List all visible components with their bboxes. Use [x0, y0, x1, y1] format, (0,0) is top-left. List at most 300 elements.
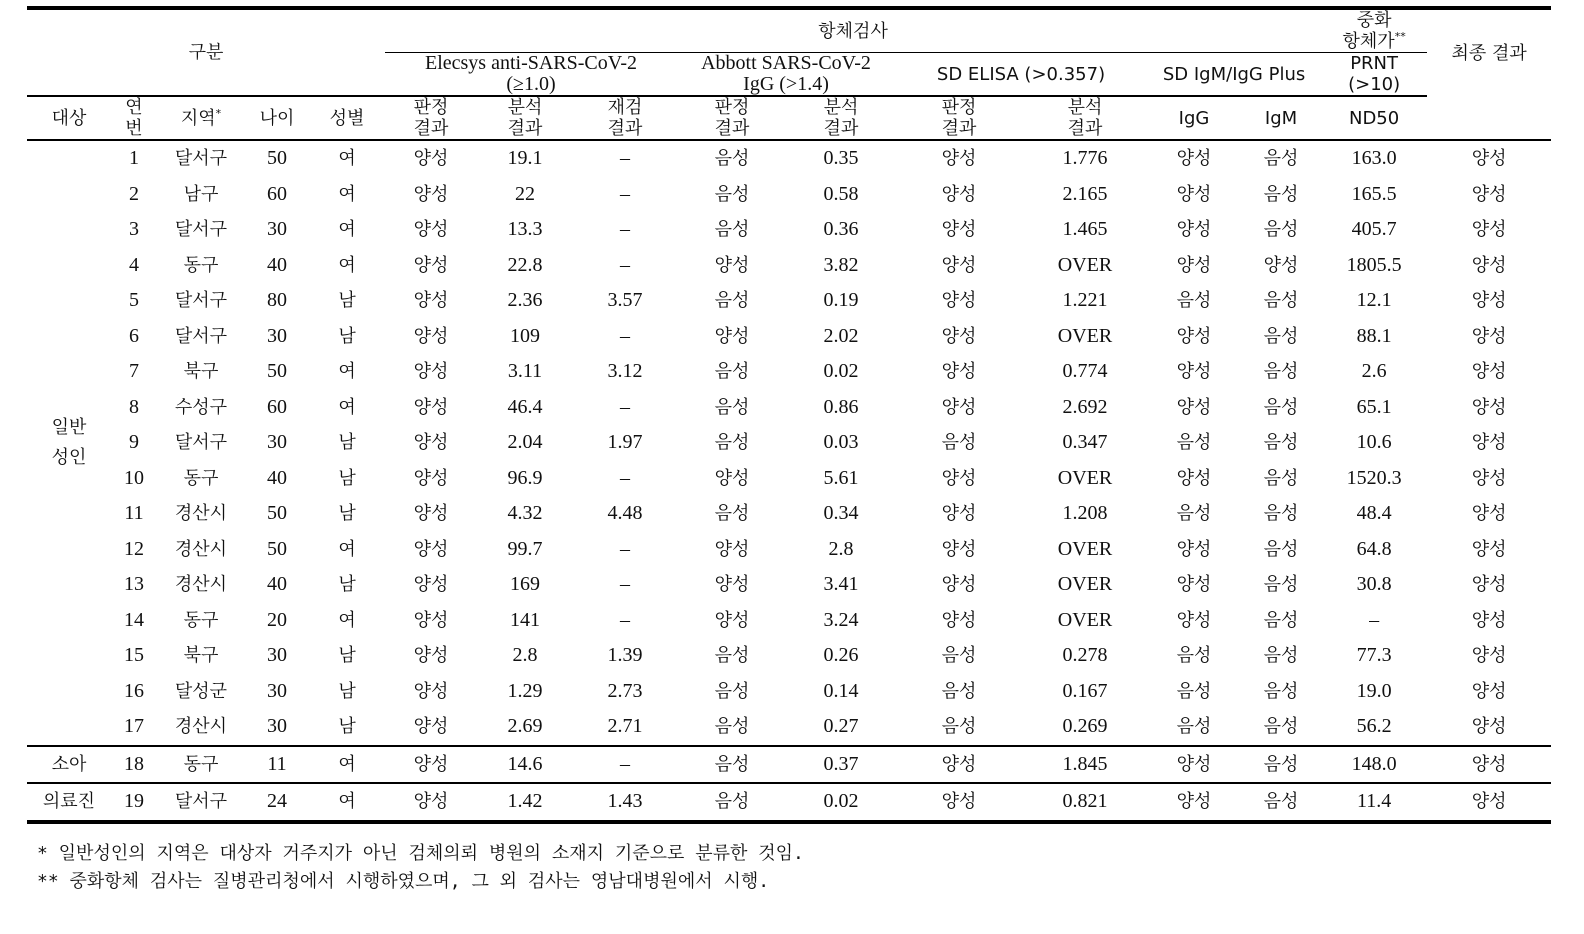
row-elisa-value: 2.165	[1062, 182, 1108, 205]
row-prnt: 65.1	[1356, 395, 1392, 418]
analysis-line2: 결과	[823, 118, 859, 139]
row-no: 15	[124, 644, 144, 667]
row-prnt: 2.6	[1361, 360, 1387, 383]
row-elisa-judge: 양성	[941, 254, 977, 276]
header-final-result: 최종 결과	[1427, 8, 1551, 96]
row-region: 동구	[157, 746, 245, 784]
row-no: 16	[124, 679, 144, 702]
row-sex: 남	[338, 290, 356, 312]
row-region: 경산시	[174, 503, 228, 525]
header-abbott-line1: Abbott SARS-CoV-2	[701, 52, 871, 74]
row-elisa-value: OVER	[1057, 537, 1113, 560]
row-igg: 음성	[1176, 716, 1212, 738]
row-abbott-judge: 음성	[714, 361, 750, 383]
header-abbott-analysis	[787, 96, 895, 140]
row-igg: 음성	[1176, 680, 1212, 702]
row-abbott-value: 2.8	[828, 537, 854, 560]
header-sd-igm-igg: SD IgM/IgG Plus	[1147, 53, 1321, 97]
row-age: 20	[267, 608, 287, 631]
row-elisa-value: 0.347	[1062, 431, 1108, 454]
row-age: 11	[245, 746, 309, 784]
row-sex: 여	[338, 254, 356, 276]
row-prnt: 148.0	[1321, 746, 1427, 784]
row-abbott-value: 0.37	[787, 746, 895, 784]
row-elisa-value: 0.269	[1062, 715, 1108, 738]
row-prnt: 10.6	[1356, 431, 1392, 454]
row-abbott-value: 3.41	[823, 573, 859, 596]
row-abbott-judge: 음성	[714, 290, 750, 312]
table-row	[27, 354, 1551, 390]
row-elecsys-value: 2.04	[507, 431, 543, 454]
row-elisa-value: 1.208	[1062, 502, 1108, 525]
row-region: 동구	[183, 254, 219, 276]
row-no: 5	[129, 289, 139, 312]
row-prnt: 11.4	[1321, 783, 1427, 822]
row-elecsys-value: 2.8	[512, 644, 538, 667]
row-sex: 여	[309, 783, 385, 822]
row-igm: 음성	[1263, 396, 1299, 418]
header-abbott-judge	[677, 96, 787, 140]
row-sex: 여	[338, 219, 356, 241]
row-region: 달서구	[174, 148, 228, 170]
footnote-2: ** 중화항체 검사는 질병관리청에서 시행하였으며, 그 외 검사는 영남대병원에서 시행.	[37, 871, 770, 892]
row-no: 6	[129, 324, 139, 347]
row-igm: 음성	[1263, 574, 1299, 596]
row-final: 양성	[1471, 645, 1507, 667]
row-prnt: 1805.5	[1346, 253, 1402, 276]
row-elecsys-value: 46.4	[507, 395, 543, 418]
row-igm: 음성	[1263, 716, 1299, 738]
row-final: 양성	[1471, 396, 1507, 418]
row-elisa-judge: 양성	[895, 746, 1023, 784]
row-elecsys-judge: 양성	[413, 609, 449, 631]
row-prnt: 165.5	[1351, 182, 1397, 205]
row-abbott-value: 3.24	[823, 608, 859, 631]
row-sex: 여	[309, 746, 385, 784]
row-elisa-judge: 음성	[941, 680, 977, 702]
row-elecsys-value: 3.11	[507, 360, 543, 383]
header-elecsys-judge	[385, 96, 477, 140]
row-elecsys-judge: 양성	[413, 148, 449, 170]
row-igm: 음성	[1263, 645, 1299, 667]
row-no: 19	[111, 783, 157, 822]
judge-line1: 판정	[413, 97, 449, 118]
header-neutralizing	[1321, 8, 1427, 53]
row-region: 경산시	[174, 716, 228, 738]
footnote-1: * 일반성인의 지역은 대상자 거주지가 아닌 검체의뢰 병원의 소재지 기준으로 분류한 것임.	[37, 843, 804, 864]
header-elecsys	[385, 53, 677, 97]
row-no: 10	[124, 466, 144, 489]
row-region: 북구	[183, 361, 219, 383]
header-final-blank	[1427, 96, 1551, 140]
table-row	[27, 140, 1551, 177]
row-elecsys-judge: 양성	[413, 361, 449, 383]
row-igg: 양성	[1176, 325, 1212, 347]
row-region: 수성구	[174, 396, 228, 418]
row-final: 양성	[1471, 467, 1507, 489]
row-abbott-judge: 양성	[714, 325, 750, 347]
row-elecsys-value: 22	[515, 182, 536, 205]
row-igm: 음성	[1263, 290, 1299, 312]
row-prnt: 405.7	[1351, 218, 1397, 241]
row-abbott-judge: 양성	[714, 254, 750, 276]
row-final: 양성	[1471, 361, 1507, 383]
row-no: 18	[111, 746, 157, 784]
row-age: 30	[267, 644, 287, 667]
group-adult-line2: 성인	[51, 446, 87, 468]
row-igm: 음성	[1263, 467, 1299, 489]
header-elecsys-cutoff: (≥1.0)	[506, 73, 556, 95]
header-neutral-line1: 중화	[1356, 10, 1392, 31]
row-abbott-value: 0.02	[823, 360, 859, 383]
row-no: 3	[129, 218, 139, 241]
group-adult-line1: 일반	[51, 416, 87, 438]
row-region: 달서구	[174, 290, 228, 312]
header-nd50: ND50	[1321, 96, 1427, 140]
row-sex: 남	[338, 574, 356, 596]
row-elisa-judge: 음성	[941, 432, 977, 454]
row-elisa-judge: 양성	[941, 396, 977, 418]
row-no: 8	[129, 395, 139, 418]
row-elisa-value: OVER	[1057, 466, 1113, 489]
row-prnt: 1520.3	[1346, 466, 1402, 489]
row-igg: 음성	[1176, 645, 1212, 667]
row-region: 달서구	[174, 219, 228, 241]
row-igg: 양성	[1176, 148, 1212, 170]
row-final: 양성	[1471, 574, 1507, 596]
header-antibody-test: 항체검사	[385, 8, 1321, 53]
row-elisa-judge: 양성	[941, 467, 977, 489]
row-no: 13	[124, 573, 144, 596]
retest-line1: 재검	[607, 97, 643, 118]
row-elecsys-judge: 양성	[413, 645, 449, 667]
row-elecsys-retest: –	[620, 537, 631, 560]
row-elecsys-value: 2.69	[507, 715, 543, 738]
table-row	[27, 709, 1551, 746]
row-igm: 음성	[1241, 746, 1321, 784]
row-elisa-value: OVER	[1057, 573, 1113, 596]
row-elisa-judge: 양성	[941, 148, 977, 170]
row-elisa-judge: 양성	[941, 538, 977, 560]
row-abbott-value: 0.03	[823, 431, 859, 454]
header-region-sup: *	[215, 106, 222, 120]
row-region: 경산시	[174, 538, 228, 560]
row-igg: 양성	[1176, 538, 1212, 560]
row-elisa-value: 0.278	[1062, 644, 1108, 667]
table-row	[27, 248, 1551, 284]
row-region: 달성군	[174, 680, 228, 702]
row-final: 양성	[1471, 432, 1507, 454]
row-sex: 남	[338, 645, 356, 667]
table-row	[27, 283, 1551, 319]
row-abbott-value: 0.36	[823, 218, 859, 241]
analysis-line2: 결과	[1067, 118, 1103, 139]
row-elecsys-retest: –	[620, 573, 631, 596]
header-region-label: 지역	[180, 107, 216, 129]
row-prnt: 12.1	[1356, 289, 1392, 312]
row-abbott-judge: 음성	[714, 503, 750, 525]
row-elecsys-retest: 1.43	[573, 783, 677, 822]
row-elecsys-value: 141	[510, 608, 541, 631]
row-elisa-value: 0.821	[1023, 783, 1147, 822]
row-elisa-judge: 양성	[941, 290, 977, 312]
row-elecsys-judge: 양성	[413, 183, 449, 205]
row-age: 30	[267, 218, 287, 241]
header-neutral-sup: **	[1394, 30, 1406, 43]
row-sex: 여	[338, 396, 356, 418]
header-prnt	[1321, 53, 1427, 97]
row-abbott-value: 0.86	[823, 395, 859, 418]
row-elecsys-value: 1.29	[507, 679, 543, 702]
row-age: 50	[267, 147, 287, 170]
row-igm: 음성	[1263, 503, 1299, 525]
header-elisa-judge	[895, 96, 1023, 140]
row-prnt: 163.0	[1351, 147, 1397, 170]
row-age: 60	[267, 182, 287, 205]
row-final: 양성	[1471, 538, 1507, 560]
judge-line2: 결과	[714, 118, 750, 139]
row-final: 양성	[1471, 254, 1507, 276]
row-abbott-judge: 음성	[714, 432, 750, 454]
row-elecsys-retest: 3.57	[607, 289, 643, 312]
row-elisa-judge: 음성	[941, 716, 977, 738]
row-region: 달서구	[157, 783, 245, 822]
row-elisa-judge: 양성	[941, 183, 977, 205]
row-elecsys-retest: 3.12	[607, 360, 643, 383]
row-prnt: 64.8	[1356, 537, 1392, 560]
row-elecsys-judge: 양성	[413, 716, 449, 738]
analysis-line1: 분석	[507, 97, 543, 118]
header-igg: IgG	[1147, 96, 1241, 140]
row-elecsys-retest: –	[620, 253, 631, 276]
row-elecsys-retest: –	[620, 395, 631, 418]
row-age: 50	[267, 502, 287, 525]
row-age: 40	[267, 573, 287, 596]
header-no	[111, 96, 157, 140]
row-abbott-value: 2.02	[823, 324, 859, 347]
row-igg: 양성	[1176, 254, 1212, 276]
row-no: 2	[129, 182, 139, 205]
row-prnt: 77.3	[1356, 644, 1392, 667]
row-elisa-judge: 양성	[895, 783, 1023, 822]
header-neutral-line2: 항체가	[1342, 31, 1395, 52]
row-igm: 음성	[1263, 432, 1299, 454]
row-prnt: 30.8	[1356, 573, 1392, 596]
row-abbott-value: 0.14	[823, 679, 859, 702]
row-elecsys-judge: 양성	[413, 467, 449, 489]
row-elecsys-value: 109	[510, 324, 541, 347]
row-igg: 양성	[1176, 396, 1212, 418]
row-elecsys-retest: 4.48	[607, 502, 643, 525]
row-no: 9	[129, 431, 139, 454]
row-igm: 음성	[1263, 680, 1299, 702]
row-abbott-value: 0.27	[823, 715, 859, 738]
row-elecsys-retest: 1.97	[607, 431, 643, 454]
table-row	[27, 425, 1551, 461]
row-abbott-judge: 양성	[714, 467, 750, 489]
header-sd-elisa: SD ELISA (>0.357)	[895, 53, 1147, 97]
row-elisa-judge: 음성	[941, 645, 977, 667]
row-elisa-value: 1.845	[1023, 746, 1147, 784]
table-row	[27, 496, 1551, 532]
row-no: 7	[129, 360, 139, 383]
row-elecsys-retest: 2.73	[607, 679, 643, 702]
row-igg: 양성	[1147, 746, 1241, 784]
row-igm: 음성	[1263, 183, 1299, 205]
row-elecsys-value: 169	[510, 573, 541, 596]
row-elecsys-retest: –	[573, 746, 677, 784]
row-abbott-value: 3.82	[823, 253, 859, 276]
row-elisa-judge: 양성	[941, 574, 977, 596]
row-region: 달서구	[174, 325, 228, 347]
header-abbott	[677, 53, 895, 97]
row-final: 양성	[1427, 783, 1551, 822]
row-abbott-judge: 음성	[714, 183, 750, 205]
row-prnt: –	[1369, 608, 1380, 631]
row-elecsys-value: 19.1	[507, 147, 543, 170]
row-age: 60	[267, 395, 287, 418]
header-no-line2: 번	[125, 118, 143, 139]
row-age: 50	[267, 537, 287, 560]
row-elecsys-judge: 양성	[413, 254, 449, 276]
header-abbott-line2: IgG (>1.4)	[743, 73, 829, 95]
row-sex: 여	[338, 538, 356, 560]
row-sex: 남	[338, 680, 356, 702]
footnotes	[37, 840, 804, 896]
table-row	[27, 638, 1551, 674]
row-igg: 음성	[1176, 503, 1212, 525]
row-region: 북구	[183, 645, 219, 667]
row-abbott-value: 0.02	[787, 783, 895, 822]
header-elecsys-analysis	[477, 96, 573, 140]
row-elecsys-judge: 양성	[413, 290, 449, 312]
row-final: 양성	[1427, 746, 1551, 784]
row-region: 동구	[183, 609, 219, 631]
analysis-line1: 분석	[1067, 97, 1103, 118]
row-igm: 음성	[1263, 148, 1299, 170]
row-sex: 여	[338, 361, 356, 383]
row-final: 양성	[1471, 680, 1507, 702]
row-igg: 양성	[1176, 219, 1212, 241]
row-elisa-value: 0.167	[1062, 679, 1108, 702]
row-region: 경산시	[174, 574, 228, 596]
row-elecsys-retest: –	[620, 147, 631, 170]
row-elecsys-judge: 양성	[413, 325, 449, 347]
header-igm: IgM	[1241, 96, 1321, 140]
row-elecsys-judge: 양성	[413, 219, 449, 241]
row-final: 양성	[1471, 219, 1507, 241]
row-elecsys-value: 22.8	[507, 253, 543, 276]
table-row	[27, 603, 1551, 639]
row-igg: 양성	[1176, 183, 1212, 205]
row-elisa-judge: 양성	[941, 609, 977, 631]
table-row	[27, 212, 1551, 248]
table-row	[27, 390, 1551, 426]
row-elecsys-value: 2.36	[507, 289, 543, 312]
row-age: 40	[267, 466, 287, 489]
header-sex: 성별	[309, 96, 385, 140]
header-subject: 대상	[27, 96, 111, 140]
retest-line2: 결과	[607, 118, 643, 139]
row-abbott-judge: 양성	[714, 574, 750, 596]
row-no: 4	[129, 253, 139, 276]
judge-line2: 결과	[413, 118, 449, 139]
header-elecsys-retest	[573, 96, 677, 140]
row-elisa-value: OVER	[1057, 608, 1113, 631]
row-region: 달서구	[174, 432, 228, 454]
row-abbott-judge: 음성	[714, 645, 750, 667]
row-sex: 남	[338, 716, 356, 738]
row-abbott-judge: 음성	[714, 148, 750, 170]
row-age: 30	[267, 679, 287, 702]
row-igg: 양성	[1176, 609, 1212, 631]
row-abbott-value: 0.58	[823, 182, 859, 205]
row-elisa-value: 0.774	[1062, 360, 1108, 383]
row-elisa-judge: 양성	[941, 361, 977, 383]
header-age: 나이	[245, 96, 309, 140]
row-sex: 여	[338, 183, 356, 205]
group-medical: 의료진	[27, 783, 111, 822]
row-elecsys-retest: 2.71	[607, 715, 643, 738]
row-igm: 양성	[1263, 254, 1299, 276]
row-elecsys-value: 1.42	[477, 783, 573, 822]
row-igg: 양성	[1176, 467, 1212, 489]
row-no: 14	[124, 608, 144, 631]
judge-line2: 결과	[941, 118, 977, 139]
row-elecsys-value: 14.6	[477, 746, 573, 784]
row-igg: 음성	[1176, 432, 1212, 454]
table-body	[27, 140, 1551, 822]
row-region: 남구	[183, 183, 219, 205]
row-region: 동구	[183, 467, 219, 489]
table-row	[27, 674, 1551, 710]
row-abbott-judge: 양성	[714, 609, 750, 631]
row-age: 30	[267, 715, 287, 738]
row-igm: 음성	[1241, 783, 1321, 822]
table-row	[27, 319, 1551, 355]
row-abbott-value: 0.35	[823, 147, 859, 170]
row-elisa-judge: 양성	[941, 325, 977, 347]
row-elecsys-retest: –	[620, 608, 631, 631]
judge-line1: 판정	[941, 97, 977, 118]
row-no: 12	[124, 537, 144, 560]
row-elisa-value: OVER	[1057, 324, 1113, 347]
row-abbott-judge: 양성	[714, 538, 750, 560]
row-abbott-value: 0.26	[823, 644, 859, 667]
row-age: 24	[245, 783, 309, 822]
row-elisa-value: 1.776	[1062, 147, 1108, 170]
row-prnt: 56.2	[1356, 715, 1392, 738]
header-elisa-analysis	[1023, 96, 1147, 140]
row-igg: 음성	[1176, 290, 1212, 312]
row-igg: 양성	[1147, 783, 1241, 822]
row-elecsys-retest: –	[620, 466, 631, 489]
row-prnt: 48.4	[1356, 502, 1392, 525]
row-elisa-value: 1.221	[1062, 289, 1108, 312]
row-abbott-value: 5.61	[823, 466, 859, 489]
row-abbott-judge: 음성	[714, 219, 750, 241]
row-sex: 여	[338, 609, 356, 631]
row-elecsys-judge: 양성	[413, 432, 449, 454]
row-final: 양성	[1471, 183, 1507, 205]
row-sex: 남	[338, 432, 356, 454]
row-age: 50	[267, 360, 287, 383]
row-abbott-value: 0.34	[823, 502, 859, 525]
row-elecsys-judge: 양성	[385, 783, 477, 822]
row-final: 양성	[1471, 716, 1507, 738]
row-final: 양성	[1471, 290, 1507, 312]
table-row	[27, 532, 1551, 568]
